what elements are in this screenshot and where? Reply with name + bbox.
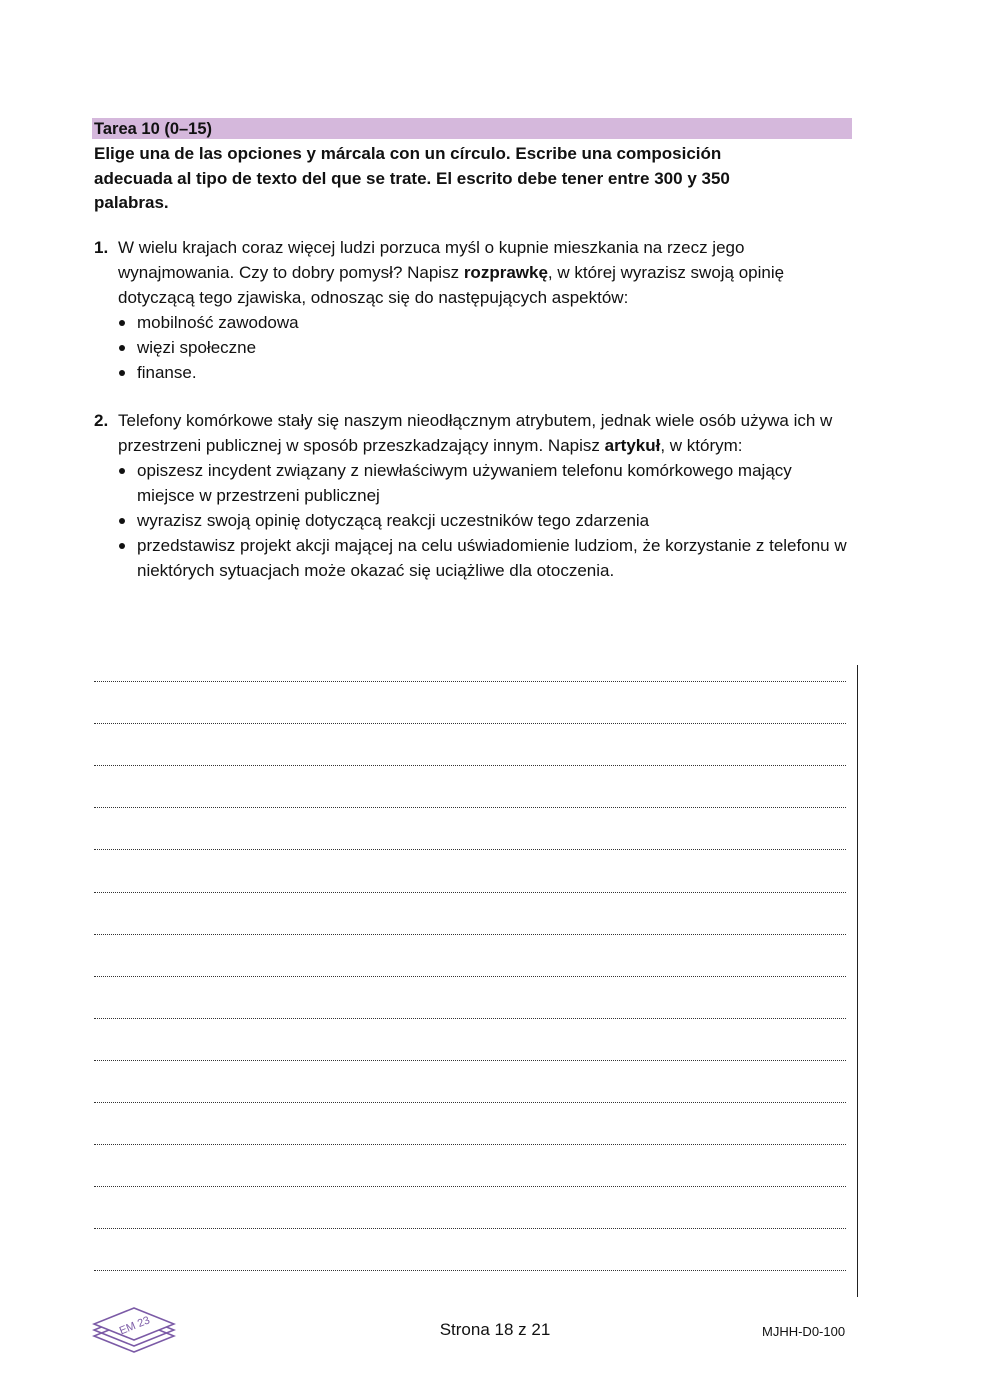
document-code: MJHH-D0-100 <box>762 1324 846 1339</box>
answer-line[interactable] <box>94 1270 846 1271</box>
answer-line[interactable] <box>94 849 846 850</box>
task-title: Tarea 10 (0–15) <box>94 120 213 138</box>
task-number: 1. <box>94 238 109 257</box>
list-item: więzi społeczne <box>118 335 854 360</box>
answer-line[interactable] <box>94 934 846 935</box>
answer-line[interactable] <box>94 1186 846 1187</box>
answer-line[interactable] <box>94 1060 846 1061</box>
answer-line[interactable] <box>94 1018 846 1019</box>
task-aspects-list <box>118 310 854 385</box>
task-number: 2. <box>94 411 109 430</box>
answer-line[interactable] <box>94 892 846 893</box>
task-aspects-list <box>118 458 854 583</box>
list-item: opiszesz incydent związany z niewłaściwym używaniem telefonu komórkowego mający miejsce w przestrzeni publicznej <box>118 458 854 508</box>
page-number: Strona 18 z 21 <box>439 1320 551 1339</box>
answer-line[interactable] <box>94 1228 846 1229</box>
logo-text: EM 23 <box>117 1314 152 1338</box>
answer-line[interactable] <box>94 1102 846 1103</box>
task-header-bar <box>92 118 852 139</box>
list-item: finanse. <box>118 360 854 385</box>
answer-line[interactable] <box>94 723 846 724</box>
list-item: przedstawisz projekt akcji mającej na celu uświadomienie ludziom, że korzystanie z telefonu w niektórych sytuacjach może okazać się uciążliwe dla otoczenia. <box>118 533 854 583</box>
task-instructions: Elige una de las opciones y márcala con un círculo. Escribe una composición adecuada al tipo de texto del que se trate. El escrito debe tener entre 300 y 350 palabras. <box>94 144 730 212</box>
task-text-type: artykuł <box>604 436 661 455</box>
task-option-2[interactable] <box>94 408 854 583</box>
answer-line[interactable] <box>94 807 846 808</box>
task-text-type: rozprawkę <box>463 263 548 282</box>
task-prompt: W wielu krajach coraz więcej ludzi porzuca myśl o kupnie mieszkania na rzecz jego wynajmowania. Czy to dobry pomysł? Napisz rozprawkę, w której wyrazisz swoją opinię dotyczącą tego zjawiska, odnosząc się do następujących aspektów: <box>118 238 785 307</box>
answer-line[interactable] <box>94 681 846 682</box>
task-option-1[interactable] <box>94 235 854 385</box>
answer-line[interactable] <box>94 1144 846 1145</box>
answer-line[interactable] <box>94 765 846 766</box>
margin-rule <box>857 665 858 1297</box>
task-prompt: Telefony komórkowe stały się naszym nieodłącznym atrybutem, jednak wiele osób używa ich w przestrzeni publicznej w sposób przeszkadzający innym. Napisz artykuł, w którym: <box>118 411 833 455</box>
answer-line[interactable] <box>94 976 846 977</box>
list-item: wyrazisz swoją opinię dotyczącą reakcji uczestników tego zdarzenia <box>118 508 854 533</box>
list-item: mobilność zawodowa <box>118 310 854 335</box>
